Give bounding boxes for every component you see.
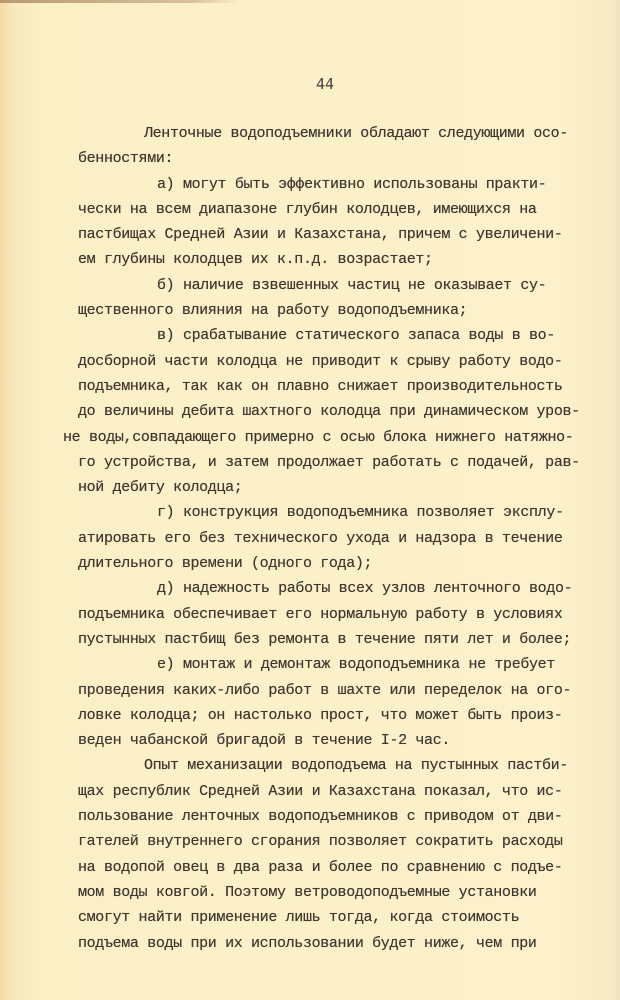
text-line: бенностями:	[78, 150, 174, 168]
text-line: атировать его без технического ухода и надзора в течение	[78, 529, 563, 547]
text-line: ловке колодца; он настолько прост, что может быть произ-	[78, 706, 563, 724]
text-line: смогут найти применение лишь тогда, когда стоимость	[78, 909, 520, 927]
text-line: проведения каких-либо работ в шахте или переделок на ого-	[78, 681, 572, 699]
text-line: подъемника, так как он плавно снижает производительность	[78, 377, 563, 395]
text-line: досборной части колодца не приводит к срыву работу водо-	[78, 352, 563, 370]
text-line: длительного времени (одного года);	[78, 555, 373, 573]
text-line: щах республик Средней Азии и Казахстана показал, что ис-	[78, 782, 563, 800]
text-line: г) конструкция водоподъемника позволяет эксплу-	[157, 504, 564, 522]
text-line: а) могут быть эффективно использованы практи-	[157, 175, 547, 193]
text-line: подъемника обеспечивает его нормальную работу в условиях	[78, 605, 563, 623]
text-line: е) монтаж и демонтаж водоподъемника не требует	[157, 656, 555, 674]
body-text	[0, 121, 620, 956]
text-line: подъема воды при их использовании будет ниже, чем при	[78, 934, 537, 952]
text-line: мом воды ковгой. Поэтому ветроводоподъемные установки	[78, 883, 537, 901]
text-line: чески на всем диапазоне глубин колодцев, имеющихся на	[78, 200, 537, 218]
text-line: щественного влияния на работу водоподъемника;	[78, 302, 468, 320]
text-line: пустынных пастбищ без ремонта в течение пяти лет и более;	[78, 630, 572, 648]
text-line: гателей внутреннего сгорания позволяет сократить расходы	[78, 833, 563, 851]
text-line: в) срабатывание статического запаса воды в во-	[157, 327, 555, 345]
text-line: веден чабанской бригадой в течение I-2 час.	[78, 732, 451, 750]
text-line: пастбищах Средней Азии и Казахстана, причем с увеличени-	[78, 226, 563, 244]
text-line: го устройства, и затем продолжает работать с подачей, рав-	[78, 453, 580, 471]
text-line: пользование ленточных водоподъемников с приводом от дви-	[78, 808, 563, 826]
text-line: на водопой овец в два раза и более по сравнению с подъе-	[78, 858, 563, 876]
text-line: до величины дебита шахтного колодца при динамическом уров-	[78, 403, 580, 421]
page-number: 44	[315, 75, 335, 93]
text-line: ем глубины колодцев их к.п.д. возрастает;	[78, 251, 433, 269]
text-line: б) наличие взвешенных частиц не оказывает су-	[157, 276, 547, 294]
text-line: Опыт механизации водоподъема на пустынных пастби-	[144, 757, 568, 775]
text-line: Ленточные водоподъемники обладают следующими осо-	[144, 125, 568, 142]
text-line: ной дебиту колодца;	[78, 479, 243, 497]
text-line: не воды,совпадающего примерно с осью блока нижнего натяжно-	[63, 428, 574, 446]
text-line: д) надежность работы всех узлов ленточного водо-	[157, 580, 573, 598]
